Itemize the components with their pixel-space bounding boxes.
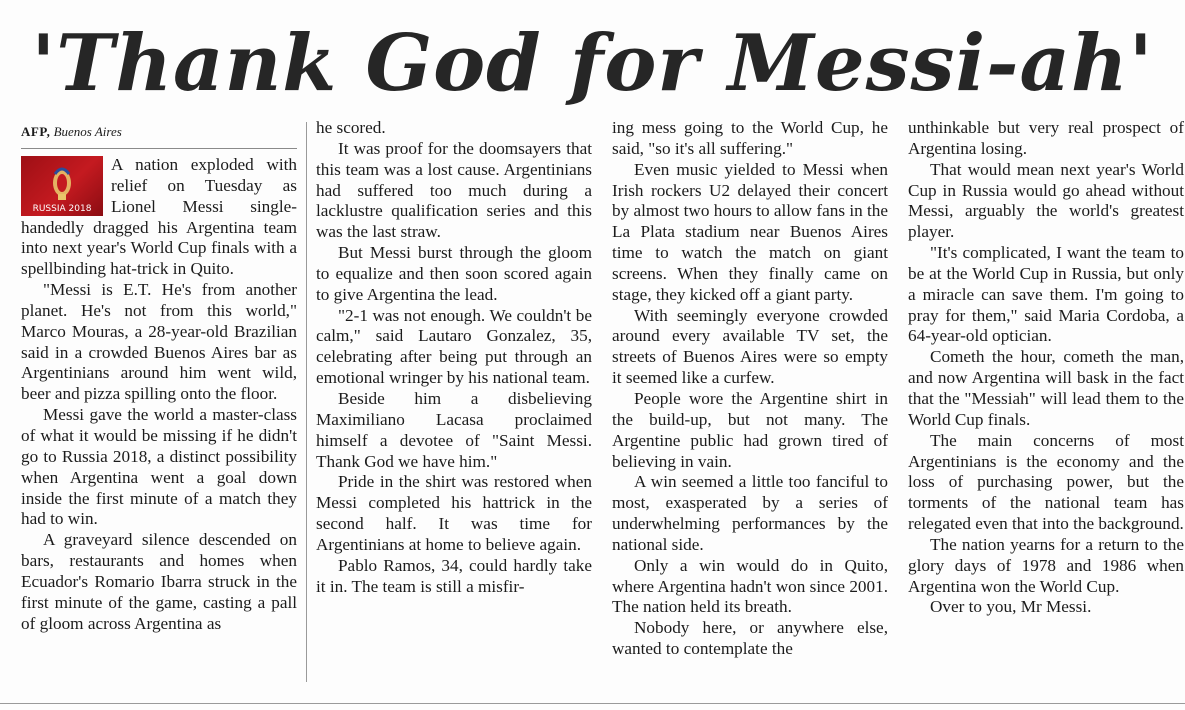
dateline (21, 122, 297, 149)
paragraph: "It's complicated, I want the team to be at the World Cup in Russia, but only a miracle can save them. I'm going to pray for them," said Maria Cordoba, a 64-year-old optician. (908, 243, 1184, 346)
headline: 'Thank God for Messi-ah' (31, 18, 1154, 109)
article-column-4 (908, 118, 1184, 618)
paragraph: Pride in the shirt was restored when Messi completed his hattrick in the second half. It was time for Argentinians at home to believe again. (316, 472, 592, 554)
bottom-rule (0, 703, 1185, 704)
paragraph: With seemingly everyone crowded around every available TV set, the streets of Buenos Aires were so empty it seemed like a curfew. (612, 305, 888, 388)
dateline-place: Buenos Aires (53, 124, 122, 139)
paragraph: A graveyard silence descended on bars, restaurants and homes when Ecuador's Romario Ibarra struck in the first minute of the game, casting a pall of gloom across Argentina as (21, 530, 297, 633)
logo-text: RUSSIA 2018 (32, 204, 92, 214)
paragraph: People wore the Argentine shirt in the build-up, but not many. The Argentine public had grown tired of believing in vain. (612, 388, 888, 471)
column-divider (306, 122, 307, 682)
paragraph: Messi gave the world a master-class of what it would be missing if he didn't go to Russia 2018, a distinct possibility when Argentina went a goal down inside the first minute of a match they had to win. (21, 405, 297, 529)
paragraph: The main concerns of most Argentinians is the economy and the loss of purchasing power, but the torments of the national team has relegated even that into the background. (908, 430, 1184, 534)
paragraph: Nobody here, or anywhere else, wanted to contemplate the (612, 618, 888, 659)
paragraph: Cometh the hour, cometh the man, and now Argentina will bask in the fact that the "Messiah" will lead them to the World Cup finals. (908, 347, 1184, 429)
paragraph: Only a win would do in Quito, where Argentina hadn't won since 2001. The nation held its breath. (612, 555, 888, 617)
paragraph: But Messi burst through the gloom to equalize and then soon scored again to give Argentina the lead. (316, 243, 592, 304)
paragraph: That would mean next year's World Cup in Russia would go ahead without Messi, arguably the world's greatest player. (908, 159, 1184, 242)
article-column-1 (21, 122, 297, 634)
paragraph: Over to you, Mr Messi. (930, 597, 1092, 617)
paragraph: "Messi is E.T. He's from another planet. He's not from this world," Marco Mouras, a 28-year-old Brazilian said in a crowded Buenos Aires bar as Argentinians around him went wild, beer and pizza spilling onto the floor. (21, 280, 297, 404)
paragraph: A win seemed a little too fanciful to most, exasperated by a series of underwhelming performances by the national side. (612, 472, 888, 554)
article-column-2 (316, 118, 592, 597)
world-cup-logo (21, 156, 103, 216)
paragraph: A nation exploded with relief on Tuesday as Lionel Messi single-handedly dragged his Argentina team into next year's World Cup finals with a spellbinding hat-trick in Quito. (21, 155, 297, 279)
paragraph: Beside him a disbelieving Maximiliano Lacasa proclaimed himself a devotee of "Saint Messi. Thank God we have him." (316, 388, 592, 471)
paragraph: Even music yielded to Messi when Irish rockers U2 delayed their concert by almost two hours to allow fans in the La Plata stadium near Buenos Aires time to watch the match on giant screens. When they finally came on stage, they kicked off a giant party. (612, 159, 888, 304)
paragraph: he scored. (316, 118, 386, 137)
paragraph: "2-1 was not enough. We couldn't be calm," said Lautaro Gonzalez, 35, celebrating after being put through an emotional wringer by his national team. (316, 305, 592, 388)
paragraph: Pablo Ramos, 34, could hardly take it in. The team is still a misfir- (316, 555, 592, 596)
agency-credit: AFP, (21, 124, 51, 139)
paragraph: ing mess going to the World Cup, he said, "so it's all suffering." (612, 118, 888, 158)
paragraph: unthinkable but very real prospect of Argentina losing. (908, 118, 1184, 158)
paragraph: The nation yearns for a return to the glory days of 1978 and 1986 when Argentina won the World Cup. (908, 534, 1184, 596)
article-column-3 (612, 118, 888, 660)
paragraph: It was proof for the doomsayers that this team was a lost cause. Argentinians had suffered too much during a lacklustre qualification series and this was the last straw. (316, 138, 592, 242)
